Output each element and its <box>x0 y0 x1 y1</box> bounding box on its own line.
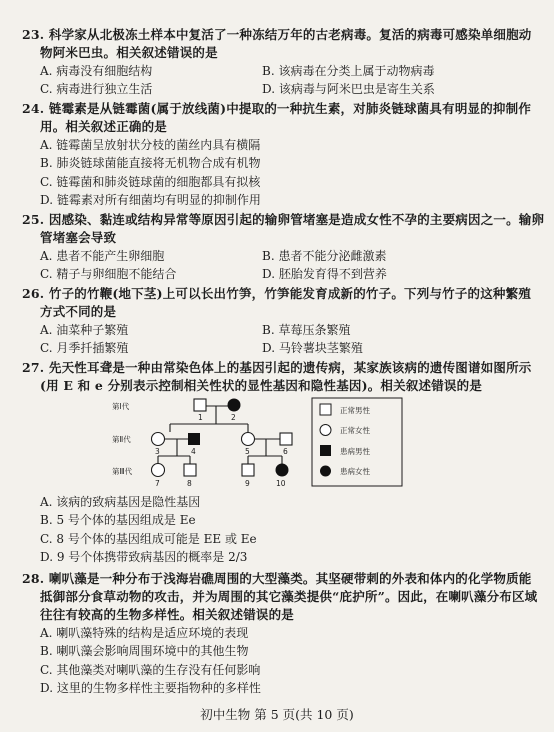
gen1-label: 第Ⅰ代 <box>112 402 130 411</box>
q28-option-a: A. 喇叭藻特殊的结构是适应环境的表现 <box>40 626 249 640</box>
q27-option-a: A. 该病的致病基因是隐性基因 <box>40 495 201 509</box>
pedigree-legend <box>312 398 402 486</box>
pedigree-individual-8 <box>184 464 196 476</box>
gen2-label: 第Ⅱ代 <box>112 435 131 444</box>
q25-stem-line2: 管堵塞会导致 <box>40 230 117 245</box>
q28-stem-line3: 往往有较高的生物多样性。相关叙述错误的是 <box>40 607 295 622</box>
legend-normal-female: 正常女性 <box>340 426 370 435</box>
q24-option-c: C. 链霉菌和肺炎链球菌的细胞都具有拟核 <box>40 175 261 189</box>
q25-option-a: A. 患者不能产生卵细胞 <box>40 249 165 263</box>
q24-option-d: D. 链霉素对所有细菌均有明显的抑制作用 <box>40 193 261 207</box>
q26-option-a: A. 油菜种子繁殖 <box>40 323 129 337</box>
q24-stem-line1: 24. 链霉素是从链霉菌(属于放线菌)中提取的一种抗生素，对肺炎链球菌具有明显的抑制作 <box>22 101 532 116</box>
q28-option-b: B. 喇叭藻会影响周围环境中的其他生物 <box>40 644 249 658</box>
label-1: 1 <box>198 413 203 422</box>
q28-stem-line1: 28. 喇叭藻是一种分布于浅海岩礁周围的大型藻类。其坚硬带刺的外表和体内的化学物质能 <box>22 571 532 586</box>
label-5: 5 <box>245 447 250 456</box>
q23-stem-line2: 物阿米巴虫。相关叙述错误的是 <box>40 45 218 60</box>
q25-option-c: C. 精子与卵细胞不能结合 <box>40 267 177 281</box>
q26-option-d: D. 马铃薯块茎繁殖 <box>262 341 363 355</box>
q25-stem-line1: 25. 因感染、黏连或结构异常等原因引起的输卵管堵塞是造成女性不孕的主要病因之一。输卵 <box>22 212 545 227</box>
q27-option-d: D. 9 号个体携带致病基因的概率是 2/3 <box>40 550 248 564</box>
q27-stem-line1: 27. 先天性耳聋是一种由常染色体上的基因引起的遗传病，某家族该病的遗传图谱如图所示 <box>22 360 532 375</box>
gen3-label: 第Ⅲ代 <box>112 467 133 476</box>
q27-option-c: C. 8 号个体的基因组成可能是 EE 或 Ee <box>40 532 257 546</box>
pedigree-diagram <box>100 394 460 492</box>
pedigree-individual-7 <box>152 464 165 477</box>
label-9: 9 <box>245 479 250 488</box>
label-4: 4 <box>191 447 196 456</box>
q25-option-d: D. 胚胎发育得不到营养 <box>262 267 387 281</box>
label-6: 6 <box>283 447 288 456</box>
legend-affected-female: 患病女性 <box>340 467 370 476</box>
q28-option-d: D. 这里的生物多样性主要指物种的多样性 <box>40 681 261 695</box>
label-10: 10 <box>276 479 286 488</box>
legend-normal-male: 正常男性 <box>340 406 370 415</box>
page-footer: 初中生物 第 5 页(共 10 页) <box>200 707 354 722</box>
q23-option-a: A. 病毒没有细胞结构 <box>40 64 153 78</box>
q23-option-b: B. 该病毒在分类上属于动物病毒 <box>262 64 435 78</box>
q23-option-c: C. 病毒进行独立生活 <box>40 82 153 96</box>
q24-option-b: B. 肺炎链球菌能直接将无机物合成有机物 <box>40 156 261 170</box>
q23-option-d: D. 该病毒与阿米巴虫是寄生关系 <box>262 82 435 96</box>
q24-option-a: A. 链霉菌呈放射状分枝的菌丝内具有横隔 <box>40 138 261 152</box>
legend-affected-male: 患病男性 <box>340 447 370 456</box>
q25-option-b: B. 患者不能分泌雌激素 <box>262 249 387 263</box>
label-2: 2 <box>231 413 236 422</box>
pedigree-individual-6 <box>280 433 292 445</box>
pedigree-individual-1 <box>194 399 206 411</box>
label-8: 8 <box>187 479 192 488</box>
q23-stem-line1: 23. 科学家从北极冻土样本中复活了一种冻结万年的古老病毒。复活的病毒可感染单细胞动 <box>22 27 532 42</box>
q28-option-c: C. 其他藻类对喇叭藻的生存没有任何影响 <box>40 663 261 677</box>
pedigree-individual-3 <box>152 433 165 446</box>
pedigree-individual-4 <box>188 433 200 445</box>
q26-stem-line2: 方式不同的是 <box>40 304 117 319</box>
pedigree-individual-10 <box>276 464 289 477</box>
q28-stem-line2: 抵御部分食草动物的攻击，并为周围的其它藻类提供“庇护所”。因此，在喇叭藻分布区域 <box>40 589 538 604</box>
q24-stem-line2: 用。相关叙述正确的是 <box>40 119 168 134</box>
pedigree-individual-2 <box>228 399 241 412</box>
q26-option-b: B. 草莓压条繁殖 <box>262 323 351 337</box>
label-7: 7 <box>155 479 160 488</box>
label-3: 3 <box>155 447 160 456</box>
pedigree-individual-9 <box>242 464 254 476</box>
q27-option-b: B. 5 号个体的基因组成是 Ee <box>40 513 196 527</box>
q27-stem-line2: (用 E 和 e 分别表示控制相关性状的显性基因和隐性基因)。相关叙述错误的是 <box>40 378 483 393</box>
pedigree-individual-5 <box>242 433 255 446</box>
q26-stem-line1: 26. 竹子的竹鞭(地下茎)上可以长出竹笋，竹笋能发育成新的竹子。下列与竹子的这种繁殖 <box>22 286 532 301</box>
q26-option-c: C. 月季扦插繁殖 <box>40 341 129 355</box>
